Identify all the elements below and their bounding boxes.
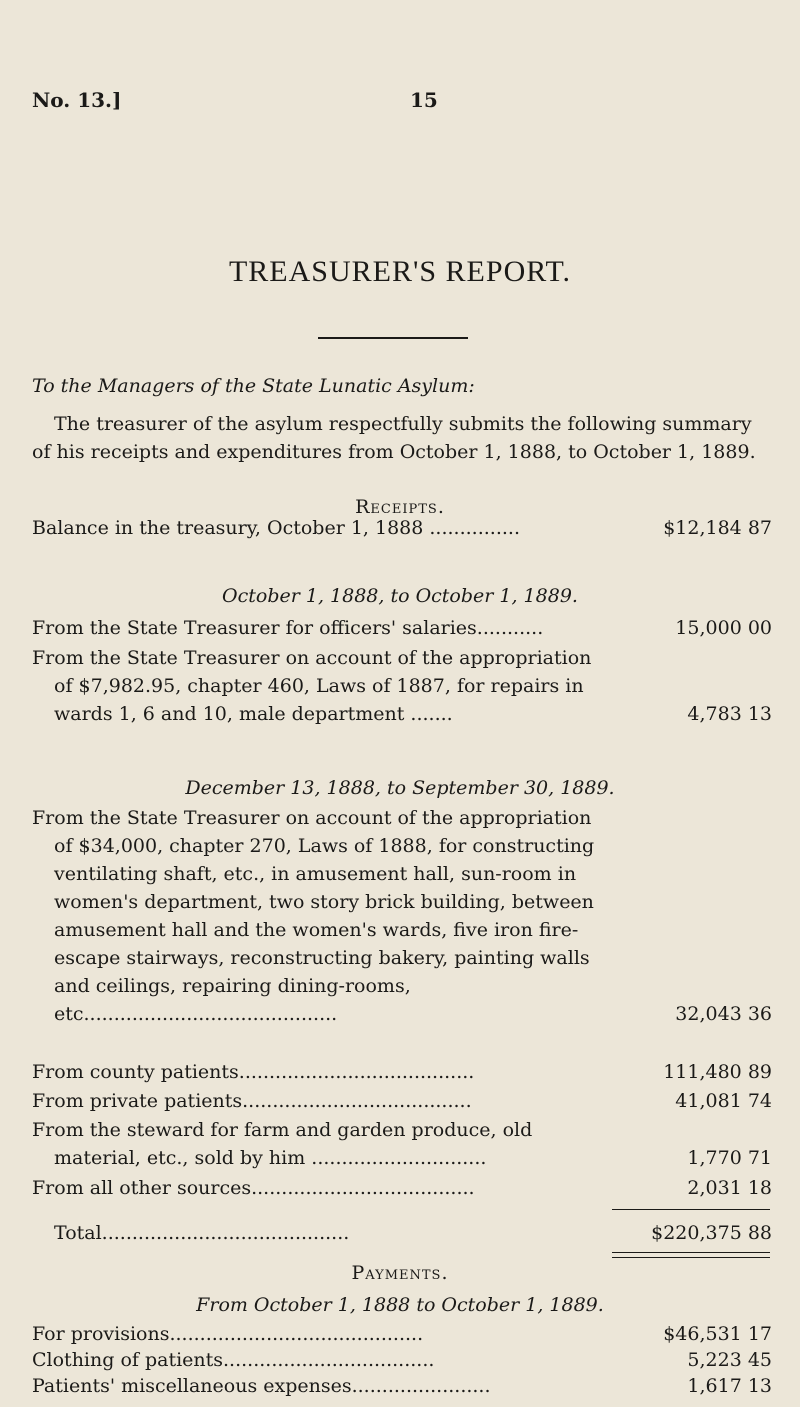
payment-amount: 5,223 45 — [687, 1349, 772, 1371]
receipt-amount: 2,031 18 — [687, 1177, 772, 1199]
total-desc: Total......................................... — [54, 1222, 350, 1244]
receipts-heading: Receipts. — [355, 496, 445, 518]
receipt-desc: From county patients....................................... — [32, 1061, 475, 1083]
receipt-row — [32, 1058, 772, 1086]
receipt-amount: 4,783 13 — [687, 703, 772, 725]
balance-row — [32, 514, 772, 542]
title-rule — [318, 337, 468, 339]
receipt-amount: 15,000 00 — [675, 617, 772, 639]
receipt-amount: 1,770 71 — [687, 1147, 772, 1169]
receipt-row — [32, 1087, 772, 1115]
receipt-row — [32, 614, 772, 642]
page-header — [32, 88, 768, 118]
payment-desc: For provisions.......................................... — [32, 1323, 424, 1345]
payment-desc: Clothing of patients................................... — [32, 1349, 435, 1371]
payments-heading: Payments. — [351, 1262, 449, 1284]
receipt-row — [32, 1174, 772, 1202]
receipt-desc: From private patients...................................... — [32, 1090, 472, 1112]
payment-amount: $46,531 17 — [663, 1323, 772, 1345]
balance-amount: $12,184 87 — [663, 517, 772, 539]
receipt-desc: From the State Treasurer on account of the appropriation of $7,982.95, chapter 460, Laws of 1887, for repairs in wards 1, 6 and 10, male department ....... — [32, 647, 592, 725]
receipt-desc: From all other sources..................................... — [32, 1177, 475, 1199]
total-row — [32, 1219, 772, 1247]
payments-period: From October 1, 1888 to October 1, 1889. — [196, 1294, 604, 1316]
intro-paragraph: The treasurer of the asylum respectfully submits the following summary of his receipts and expenditures from October 1, 1888, to October 1, 1889. — [32, 413, 756, 463]
document-number: No. 13.] — [32, 88, 122, 112]
receipt-amount: 32,043 36 — [675, 1003, 772, 1025]
receipt-row — [32, 644, 772, 728]
receipt-amount: 41,081 74 — [675, 1090, 772, 1112]
salutation: To the Managers of the State Lunatic Asylum: — [32, 375, 475, 397]
payment-amount: 1,617 13 — [687, 1375, 772, 1397]
receipts-period-1: October 1, 1888, to October 1, 1889. — [222, 585, 578, 607]
payment-row — [32, 1346, 772, 1374]
payment-row — [32, 1320, 772, 1348]
total-double-rule — [612, 1252, 770, 1258]
total-amount: $220,375 88 — [651, 1222, 772, 1244]
receipt-desc: From the steward for farm and garden produce, old material, etc., sold by him ............................. — [32, 1119, 533, 1169]
total-rule — [612, 1209, 770, 1210]
receipt-desc: From the State Treasurer for officers' salaries........... — [32, 617, 544, 639]
receipt-desc: From the State Treasurer on account of the appropriation of $34,000, chapter 270, Laws of 1888, for constructing ventilating shaft, etc., in amusement hall, sun-room in women's department, two story brick building, between amusement hall and the women's wards, five iron fire-escape stairways, reconstructing bakery, painting walls and ceilings, repairing dining-rooms, etc.......................................... — [32, 807, 595, 1025]
page-number: 15 — [410, 88, 438, 112]
receipts-period-2: December 13, 1888, to September 30, 1889. — [185, 777, 615, 799]
payment-row — [32, 1372, 772, 1400]
balance-desc: Balance in the treasury, October 1, 1888 ............... — [32, 517, 520, 539]
receipt-row — [32, 1116, 772, 1172]
payment-desc: Patients' miscellaneous expenses....................... — [32, 1375, 491, 1397]
receipt-amount: 111,480 89 — [663, 1061, 772, 1083]
report-title: TREASURER'S REPORT. — [228, 255, 572, 288]
receipt-row — [32, 804, 772, 1028]
